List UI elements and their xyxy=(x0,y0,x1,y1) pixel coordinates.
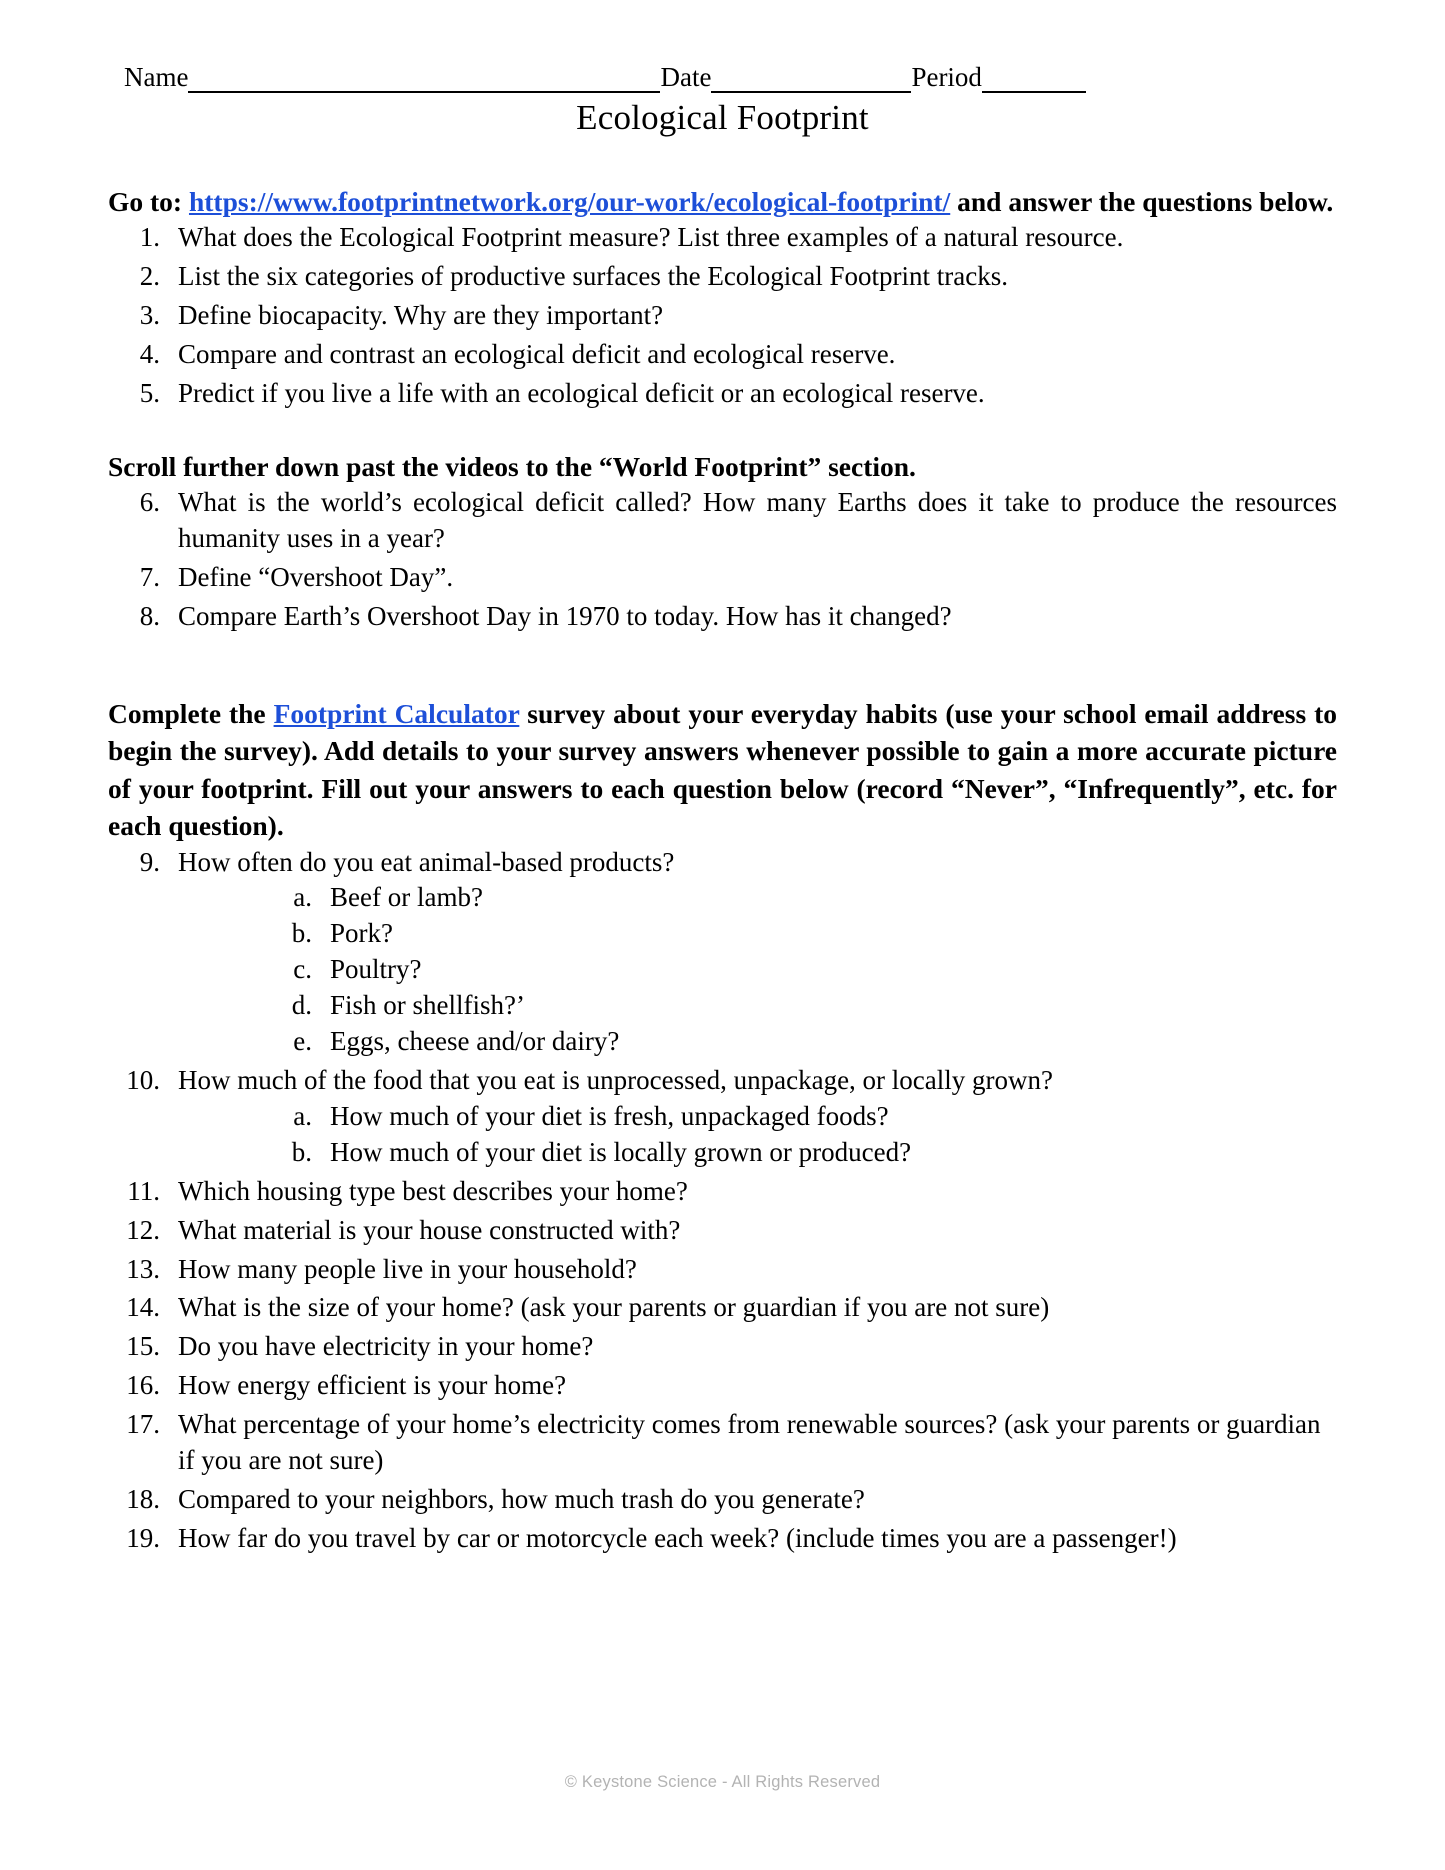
item-number: 9. xyxy=(139,846,160,877)
list-item xyxy=(278,1024,1337,1060)
list-item xyxy=(278,1099,1337,1135)
item-number: 12. xyxy=(126,1214,160,1245)
item-text: Compared to your neighbors, how much trash do you generate? xyxy=(178,1483,865,1514)
item-text: What does the Ecological Footprint measure? List three examples of a natural resource. xyxy=(178,222,1124,253)
item-number: 7. xyxy=(139,562,160,593)
list-item xyxy=(108,1252,1337,1288)
footprint-network-link[interactable]: https://www.footprintnetwork.org/our-work/ecological-footprint/ xyxy=(188,186,951,218)
list-item xyxy=(108,1290,1337,1326)
list-item xyxy=(108,220,1337,256)
item-letter: b. xyxy=(291,918,312,949)
list-item xyxy=(278,1135,1337,1171)
calculator-instruction xyxy=(108,695,1337,845)
scroll-section-heading: Scroll further down past the videos to the “World Footprint” section. xyxy=(108,450,916,482)
item-text: What is the size of your home? (ask your parents or guardian if you are not sure) xyxy=(178,1292,1050,1323)
calculator-suffix: survey about your everyday habits (use your school email address to begin the survey). Add details to your survey answers whenever possible to gain a more accurate picture of your footprint. Fill out your answers to each question below (record “Never”, “Infrequently”, etc. for each question). xyxy=(108,697,1338,842)
item-text: What percentage of your home’s electricity comes from renewable sources? (ask your parents or guardian if you are not sure) xyxy=(178,1409,1321,1476)
item-number: 10. xyxy=(126,1064,160,1095)
item-letter: c. xyxy=(293,954,312,985)
item-number: 6. xyxy=(139,487,160,518)
sub-question-list xyxy=(178,880,1337,1060)
item-text: List the six categories of productive surfaces the Ecological Footprint tracks. xyxy=(178,261,1008,292)
item-letter: a. xyxy=(293,882,312,913)
list-item xyxy=(108,1213,1337,1249)
sub-question-list xyxy=(178,1099,1337,1171)
name-blank-field[interactable] xyxy=(188,71,660,93)
item-letter: d. xyxy=(291,990,312,1021)
item-number: 1. xyxy=(139,222,160,253)
list-item xyxy=(108,1368,1337,1404)
list-item xyxy=(108,560,1337,596)
item-number: 3. xyxy=(139,300,160,331)
item-text: Beef or lamb? xyxy=(330,882,483,913)
list-item xyxy=(108,1407,1337,1479)
item-number: 11. xyxy=(127,1175,160,1206)
item-text: How much of your diet is locally grown or produced? xyxy=(330,1136,912,1167)
intro-instruction xyxy=(108,183,1337,220)
list-item xyxy=(278,988,1337,1024)
list-item xyxy=(108,1329,1337,1365)
list-item xyxy=(108,485,1337,557)
name-label: Name xyxy=(124,62,189,92)
period-blank-field[interactable] xyxy=(982,71,1086,93)
list-item xyxy=(278,952,1337,988)
item-text: What is the world’s ecological deficit called? How many Earths does it take to produce the resources humanity uses in a year? xyxy=(178,487,1337,554)
item-text: Compare Earth’s Overshoot Day in 1970 to today. How has it changed? xyxy=(178,601,952,632)
item-text: How much of your diet is fresh, unpackaged foods? xyxy=(330,1100,889,1131)
list-item xyxy=(108,845,1337,1060)
list-item xyxy=(108,1482,1337,1518)
item-text: How energy efficient is your home? xyxy=(178,1370,567,1401)
item-number: 14. xyxy=(126,1292,160,1323)
item-text: What material is your house constructed with? xyxy=(178,1214,681,1245)
item-number: 15. xyxy=(126,1331,160,1362)
item-number: 19. xyxy=(126,1522,160,1553)
item-text: Do you have electricity in your home? xyxy=(178,1331,594,1362)
list-item xyxy=(108,1174,1337,1210)
list-item xyxy=(108,259,1337,295)
list-item xyxy=(108,1521,1337,1557)
item-number: 8. xyxy=(139,601,160,632)
item-text: Compare and contrast an ecological deficit and ecological reserve. xyxy=(178,339,896,370)
item-text: Pork? xyxy=(330,918,393,949)
item-text: How often do you eat animal-based products? xyxy=(178,846,675,877)
item-text: Define “Overshoot Day”. xyxy=(178,562,454,593)
list-item xyxy=(108,599,1337,635)
item-text: Predict if you live a life with an ecological deficit or an ecological reserve. xyxy=(178,378,985,409)
date-label: Date xyxy=(660,62,712,92)
list-item xyxy=(108,337,1337,373)
item-text: Which housing type best describes your home? xyxy=(178,1175,688,1206)
item-number: 16. xyxy=(126,1370,160,1401)
list-item xyxy=(108,298,1337,334)
calculator-prefix: Complete the xyxy=(108,697,266,729)
item-text: Poultry? xyxy=(330,954,422,985)
item-number: 2. xyxy=(139,261,160,292)
item-text: Fish or shellfish?’ xyxy=(330,990,525,1021)
item-text: Eggs, cheese and/or dairy? xyxy=(330,1026,620,1057)
item-text: Define biocapacity. Why are they important? xyxy=(178,300,664,331)
item-number: 18. xyxy=(126,1483,160,1514)
intro-prefix: Go to: xyxy=(108,186,183,218)
list-item xyxy=(108,376,1337,412)
item-number: 13. xyxy=(126,1253,160,1284)
intro-suffix: and answer the questions below. xyxy=(957,186,1334,218)
period-label: Period xyxy=(911,62,982,92)
footprint-calculator-link[interactable]: Footprint Calculator xyxy=(273,697,520,729)
date-blank-field[interactable] xyxy=(711,71,911,93)
item-text: How far do you travel by car or motorcycle each week? (include times you are a passenger!) xyxy=(178,1522,1177,1553)
list-item xyxy=(278,880,1337,916)
question-list-6-8 xyxy=(108,485,1337,635)
item-number: 5. xyxy=(139,378,160,409)
question-list-1-5 xyxy=(108,220,1337,412)
item-text: How much of the food that you eat is unprocessed, unpackage, or locally grown? xyxy=(178,1064,1053,1095)
list-item xyxy=(278,916,1337,952)
question-list-9-19 xyxy=(108,845,1337,1557)
item-letter: b. xyxy=(291,1136,312,1167)
item-number: 17. xyxy=(126,1409,160,1440)
item-text: How many people live in your household? xyxy=(178,1253,637,1284)
list-item xyxy=(108,1063,1337,1171)
page-title: Ecological Footprint xyxy=(576,98,869,138)
item-number: 4. xyxy=(139,339,160,370)
item-letter: e. xyxy=(293,1026,312,1057)
copyright-footer: © Keystone Science - All Rights Reserved xyxy=(564,1773,881,1791)
item-letter: a. xyxy=(293,1100,312,1131)
student-info-line xyxy=(108,62,1337,93)
